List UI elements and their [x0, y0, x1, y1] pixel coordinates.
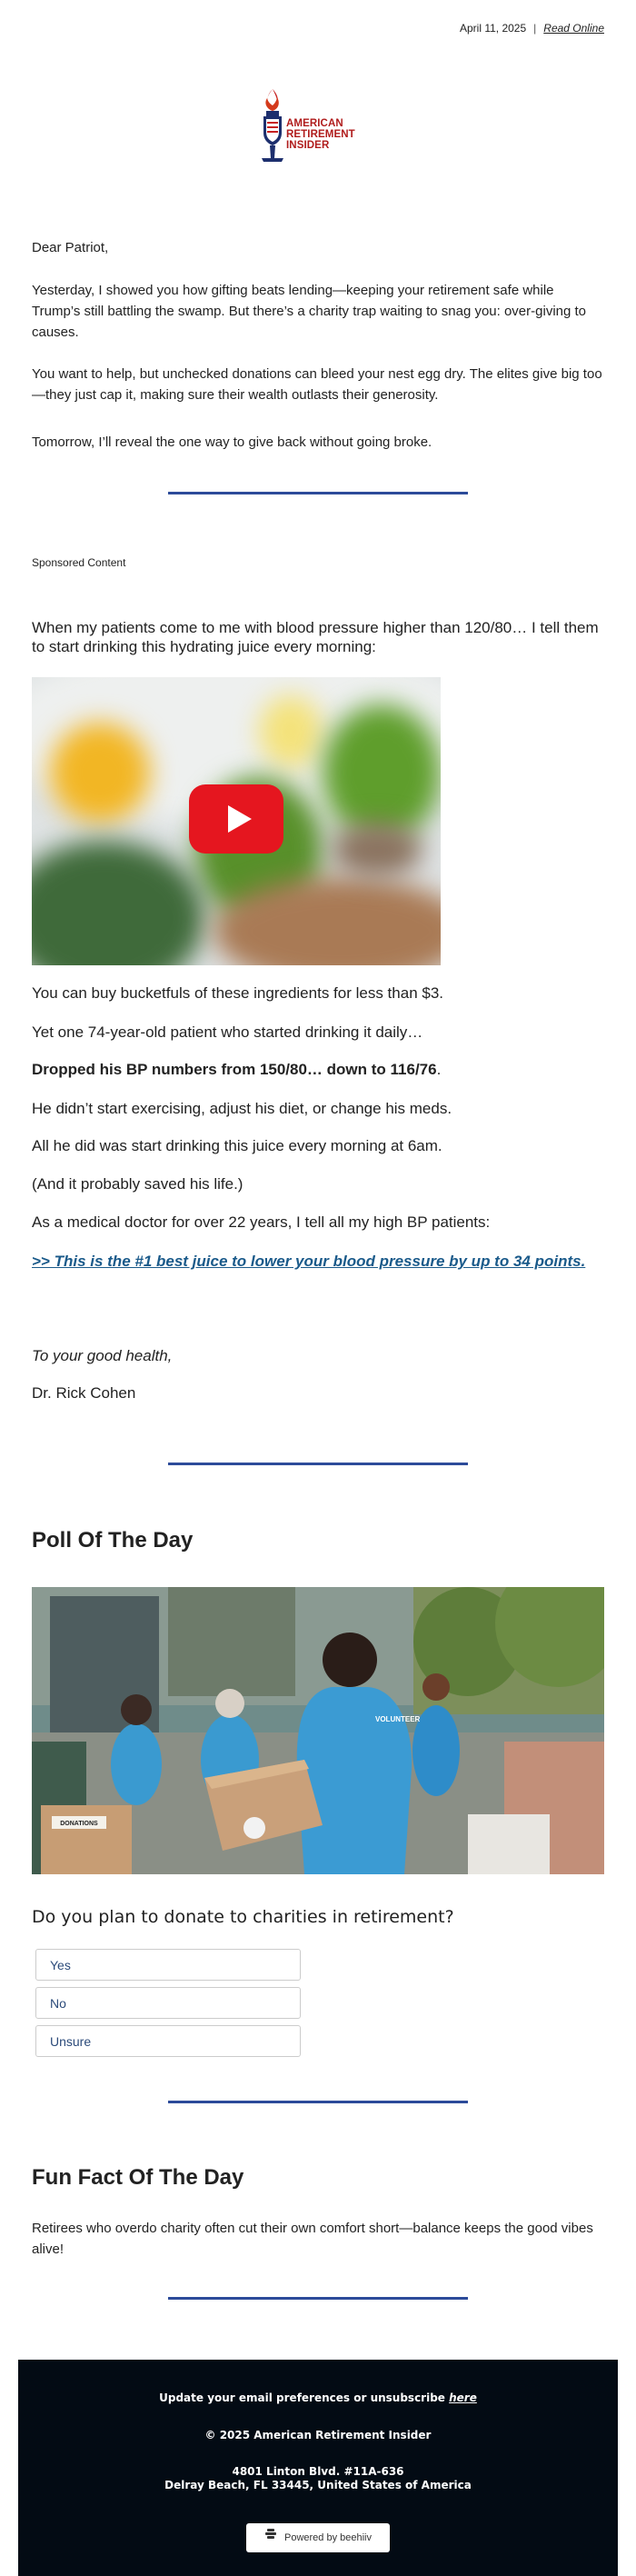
poll-question: Do you plan to donate to charities in retirement? [32, 1907, 454, 1927]
poll-option-unsure[interactable]: Unsure [35, 2025, 301, 2057]
logo-line-1: AMERICAN [286, 118, 343, 129]
read-online-link[interactable]: Read Online [543, 22, 604, 35]
footer [18, 2360, 618, 2576]
sponsored-line-3 [32, 1060, 604, 1079]
poll-title: Poll Of The Day [32, 1528, 194, 1553]
sponsored-label: Sponsored Content [32, 556, 126, 569]
logo-wordmark [286, 118, 391, 151]
brand-logo[interactable] [254, 85, 391, 164]
sponsored-line-7: As a medical doctor for over 22 years, I tell all my high BP patients: [32, 1213, 491, 1231]
intro-paragraph-1: Yesterday, I showed you how gifting beats lending—keeping your retirement safe while Trump’s still battling the swamp. But there’s a charity trap waiting to snag you: over-giving to causes. [32, 283, 587, 340]
volunteers-image [32, 1587, 604, 1874]
issue-date: April 11, 2025 [459, 22, 527, 35]
beehiiv-icon [264, 2523, 277, 2552]
section-divider-2 [168, 1463, 468, 1465]
header-separator: | [533, 22, 537, 35]
intro-paragraph-2: You want to help, but unchecked donations can bleed your nest egg dry. The elites give big too—they just cap it, making sure their wealth outlasts their generosity. [32, 366, 602, 403]
sponsored-line-3-end: . [436, 1061, 442, 1078]
play-button-icon[interactable] [189, 784, 283, 854]
address-line-2: Delray Beach, FL 33445, United States of America [164, 2479, 472, 2491]
juice-offer-link[interactable]: >> This is the #1 best juice to lower your blood pressure by up to 34 points. [32, 1253, 586, 1270]
sponsored-lead: When my patients come to me with blood pressure higher than 120/80… I tell them to start drinking this hydrating juice every morning: [32, 619, 599, 655]
greeting: Dear Patriot, [32, 240, 109, 255]
video-thumbnail[interactable] [32, 677, 441, 965]
fun-fact-text: Retirees who overdo charity often cut their own comfort short—balance keeps the good vibes alive! [32, 2221, 593, 2257]
sponsored-line-1: You can buy bucketfuls of these ingredients for less than $3. [32, 984, 443, 1002]
sponsored-line-3-bold: Dropped his BP numbers from 150/80… down to 116/76 [32, 1061, 437, 1078]
signature: Dr. Rick Cohen [32, 1384, 136, 1402]
email-preferences-text: Update your email preferences or unsubscribe [159, 2391, 450, 2404]
unsubscribe-link[interactable]: here [449, 2391, 477, 2404]
intro-paragraph-3: Tomorrow, I’ll reveal the one way to give back without going broke. [32, 434, 432, 450]
section-divider-1 [168, 492, 468, 494]
header-bar [460, 22, 604, 35]
mailing-address [18, 2465, 618, 2492]
poll-option-no[interactable]: No [35, 1987, 301, 2019]
copyright: © 2025 American Retirement Insider [204, 2429, 432, 2441]
donations-box-label: DONATIONS [60, 1821, 98, 1827]
powered-by-beehiiv-button[interactable] [246, 2523, 390, 2552]
logo-line-2: RETIREMENT INSIDER [286, 129, 355, 151]
address-line-1: 4801 Linton Blvd. #11A-636 [232, 2465, 404, 2478]
volunteer-shirt-label: VOLUNTEER [375, 1715, 421, 1723]
powered-by-text: Powered by beehiiv [283, 2532, 372, 2543]
sponsored-line-6: (And it probably saved his life.) [32, 1175, 243, 1193]
poll-option-yes[interactable]: Yes [35, 1949, 301, 1981]
sponsored-line-4: He didn’t start exercising, adjust his diet, or change his meds. [32, 1100, 452, 1117]
email-preferences-line [18, 2391, 618, 2404]
signoff: To your good health, [32, 1347, 173, 1364]
sponsored-line-2: Yet one 74-year-old patient who started drinking it daily… [32, 1023, 423, 1041]
sponsored-line-5: All he did was start drinking this juice every morning at 6am. [32, 1137, 442, 1154]
fun-fact-title: Fun Fact Of The Day [32, 2165, 244, 2190]
section-divider-4 [168, 2297, 468, 2300]
section-divider-3 [168, 2101, 468, 2103]
